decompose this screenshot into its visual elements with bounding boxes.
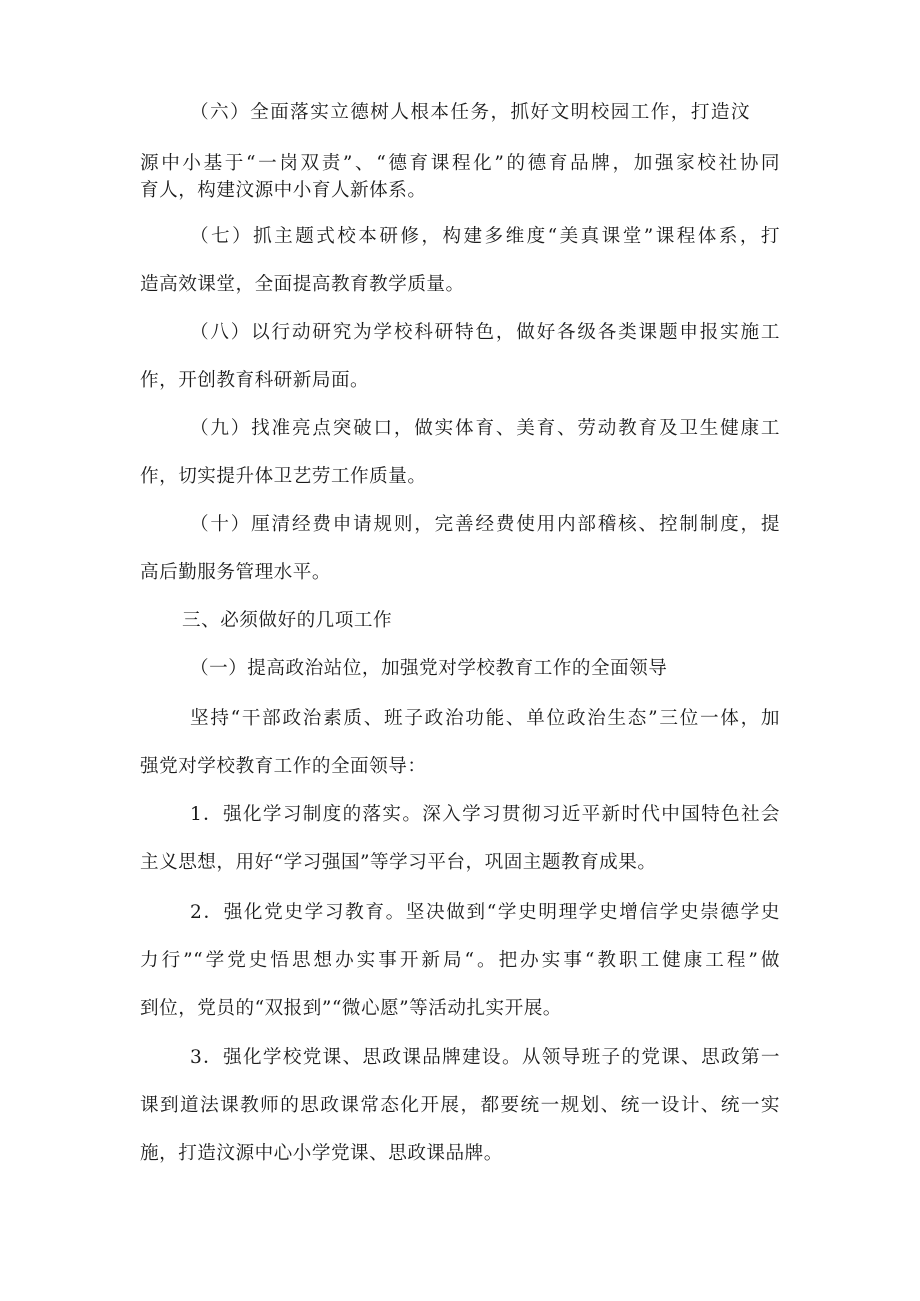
paragraph-line: 育人，构建汶源中小育人新体系。 — [140, 180, 427, 201]
paragraph-line: 作，切实提升体卫艺劳工作质量。 — [140, 466, 427, 487]
paragraph-line: 源中小基于“一岗双责”、“德育课程化”的德育品牌，加强家校社协同 — [140, 153, 780, 174]
paragraph-line: （八）以行动研究为学校科研特色，做好各级各类课题申报实施工 — [190, 322, 780, 343]
list-item-line: 到位，党员的“双报到”“微心愿”等活动扎实开展。 — [140, 998, 562, 1019]
paragraph-line: 强党对学校教育工作的全面领导： — [140, 756, 427, 777]
list-item-line: 力行”“学党史悟思想办实事开新局“。把办实事“教职工健康工程”做 — [140, 950, 780, 971]
paragraph-line: 造高效课堂，全面提高教育教学质量。 — [140, 274, 465, 295]
list-item-line: 1．强化学习制度的落实。深入学习贯彻习近平新时代中国特色社会 — [190, 804, 780, 825]
list-item-line: 课到道法课教师的思政课常态化开展，都要统一规划、统一设计、统一实 — [140, 1095, 780, 1116]
paragraph-line: 作，开创教育科研新局面。 — [140, 370, 370, 391]
paragraph-line: （十）厘清经费申请规则，完善经费使用内部稽核、控制制度，提 — [190, 514, 780, 535]
paragraph-line: （六）全面落实立德树人根本任务，抓好文明校园工作，打造汶 — [190, 102, 750, 123]
sub-heading: （一）提高政治站位，加强党对学校教育工作的全面领导 — [190, 658, 668, 679]
list-item-line: 施，打造汶源中心小学党课、思政课品牌。 — [140, 1143, 503, 1164]
paragraph-line: 高后勤服务管理水平。 — [140, 562, 331, 583]
section-heading: 三、必须做好的几项工作 — [182, 610, 393, 631]
list-item-line: 3．强化学校党课、思政课品牌建设。从领导班子的党课、思政第一 — [190, 1047, 780, 1068]
list-item-line: 2．强化党史学习教育。坚决做到“学史明理学史增信学史崇德学史 — [190, 902, 780, 923]
paragraph-line: 坚持“干部政治素质、班子政治功能、单位政治生态”三位一体，加 — [190, 708, 780, 729]
list-item-line: 主义思想，用好“学习强国”等学习平台，巩固主题教育成果。 — [140, 852, 657, 873]
paragraph-line: （九）找准亮点突破口，做实体育、美育、劳动教育及卫生健康工 — [190, 418, 780, 439]
paragraph-line: （七）抓主题式校本研修，构建多维度“美真课堂”课程体系，打 — [190, 226, 780, 247]
